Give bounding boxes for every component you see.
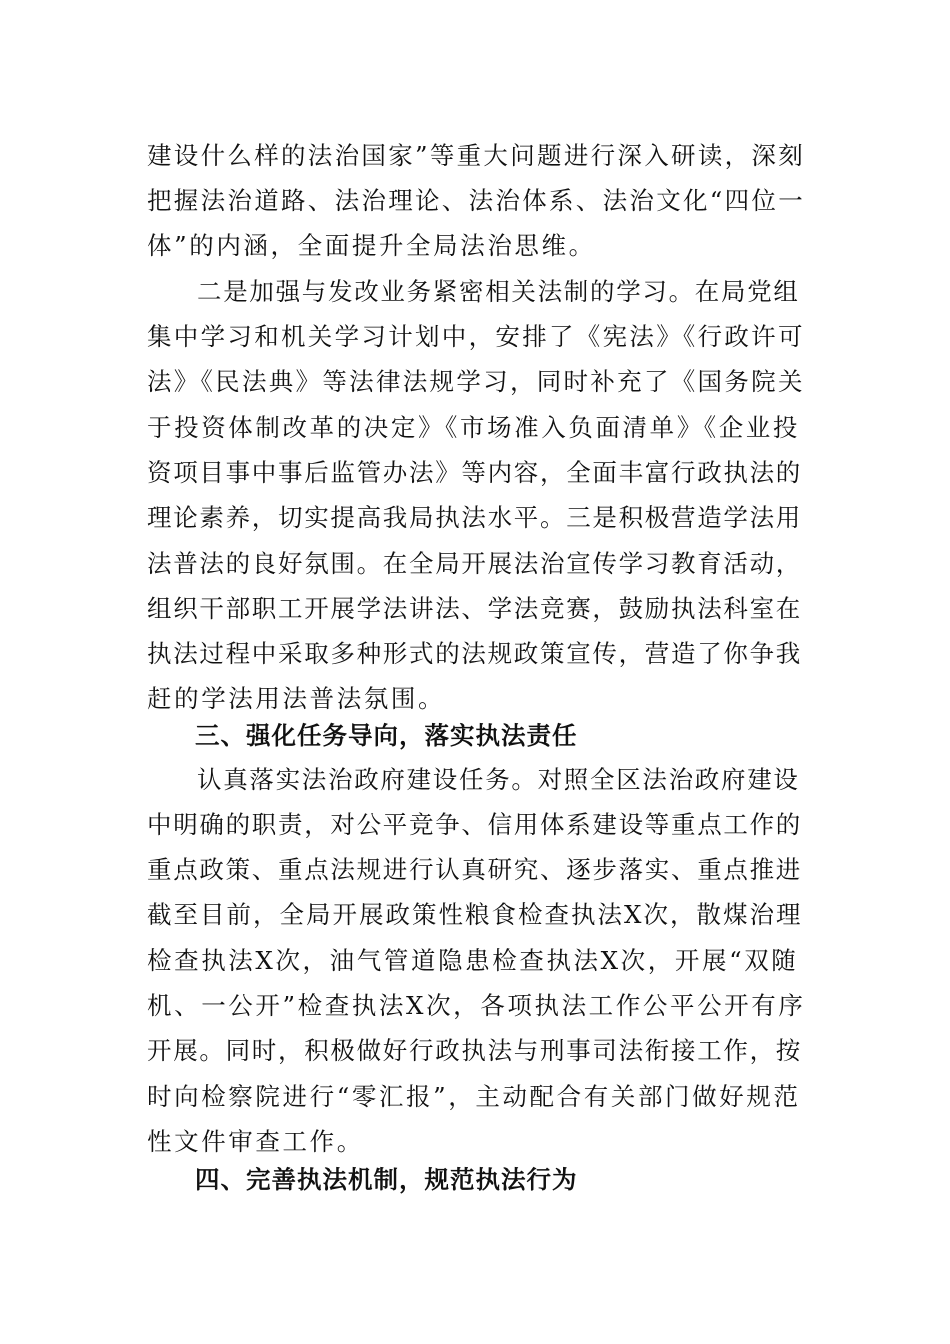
body-text-line: 开展。同时，积极做好行政执法与刑事司法衔接工作，按 — [147, 1036, 802, 1065]
body-text-line: 理论素养，切实提高我局执法水平。三是积极营造学法用 — [147, 503, 802, 532]
body-text-line: 集中学习和机关学习计划中，安排了《宪法》《行政许可 — [147, 322, 805, 351]
body-text-line: 法普法的良好氛围。在全局开展法治宣传学习教育活动， — [147, 549, 802, 578]
body-text-line: 体”的内涵，全面提升全局法治思维。 — [147, 231, 596, 260]
body-text-line: 组织干部职工开展学法讲法、学法竞赛，鼓励执法科室在 — [147, 594, 802, 623]
body-text-line: 法》《民法典》等法律法规学习，同时补充了《国务院关 — [147, 367, 805, 396]
body-text-line: 建设什么样的法治国家”等重大问题进行深入研读，深刻 — [147, 141, 806, 170]
body-text-line: 时向检察院进行“零汇报”，主动配合有关部门做好规范 — [147, 1082, 801, 1111]
body-text-line: 机、一公开”检查执法X次，各项执法工作公平公开有序 — [147, 991, 806, 1020]
body-text-line: 把握法治道路、法治理论、法治体系、法治文化“四位一 — [147, 186, 806, 215]
body-text-line: 资项目事中事后监管办法》等内容，全面丰富行政执法的 — [147, 458, 802, 487]
body-text-line: 性文件审查工作。 — [147, 1127, 364, 1156]
body-text-line: 于投资体制改革的决定》《市场准入负面清单》《企业投 — [147, 413, 800, 442]
section-heading: 三、强化任务导向，落实执法责任 — [195, 721, 578, 750]
body-text-line: 赶的学法用法普法氛围。 — [147, 684, 446, 713]
section-heading: 四、完善执法机制，规范执法行为 — [195, 1165, 578, 1194]
paragraph-start-line: 二是加强与发改业务紧密相关法制的学习。在局党组 — [197, 277, 800, 306]
body-text-line: 重点政策、重点法规进行认真研究、逐步落实、重点推进 — [147, 855, 802, 884]
body-text-line: 截至目前，全局开展政策性粮食检查执法X次，散煤治理 — [147, 900, 803, 929]
body-text-line: 中明确的职责，对公平竞争、信用体系建设等重点工作的 — [147, 810, 802, 839]
body-text-line: 检查执法X次，油气管道隐患检查执法X次，开展“双随 — [147, 946, 799, 975]
paragraph-start-line: 认真落实法治政府建设任务。对照全区法治政府建设 — [197, 765, 800, 794]
body-text-line: 执法过程中采取多种形式的法规政策宣传，营造了你争我 — [147, 639, 802, 668]
